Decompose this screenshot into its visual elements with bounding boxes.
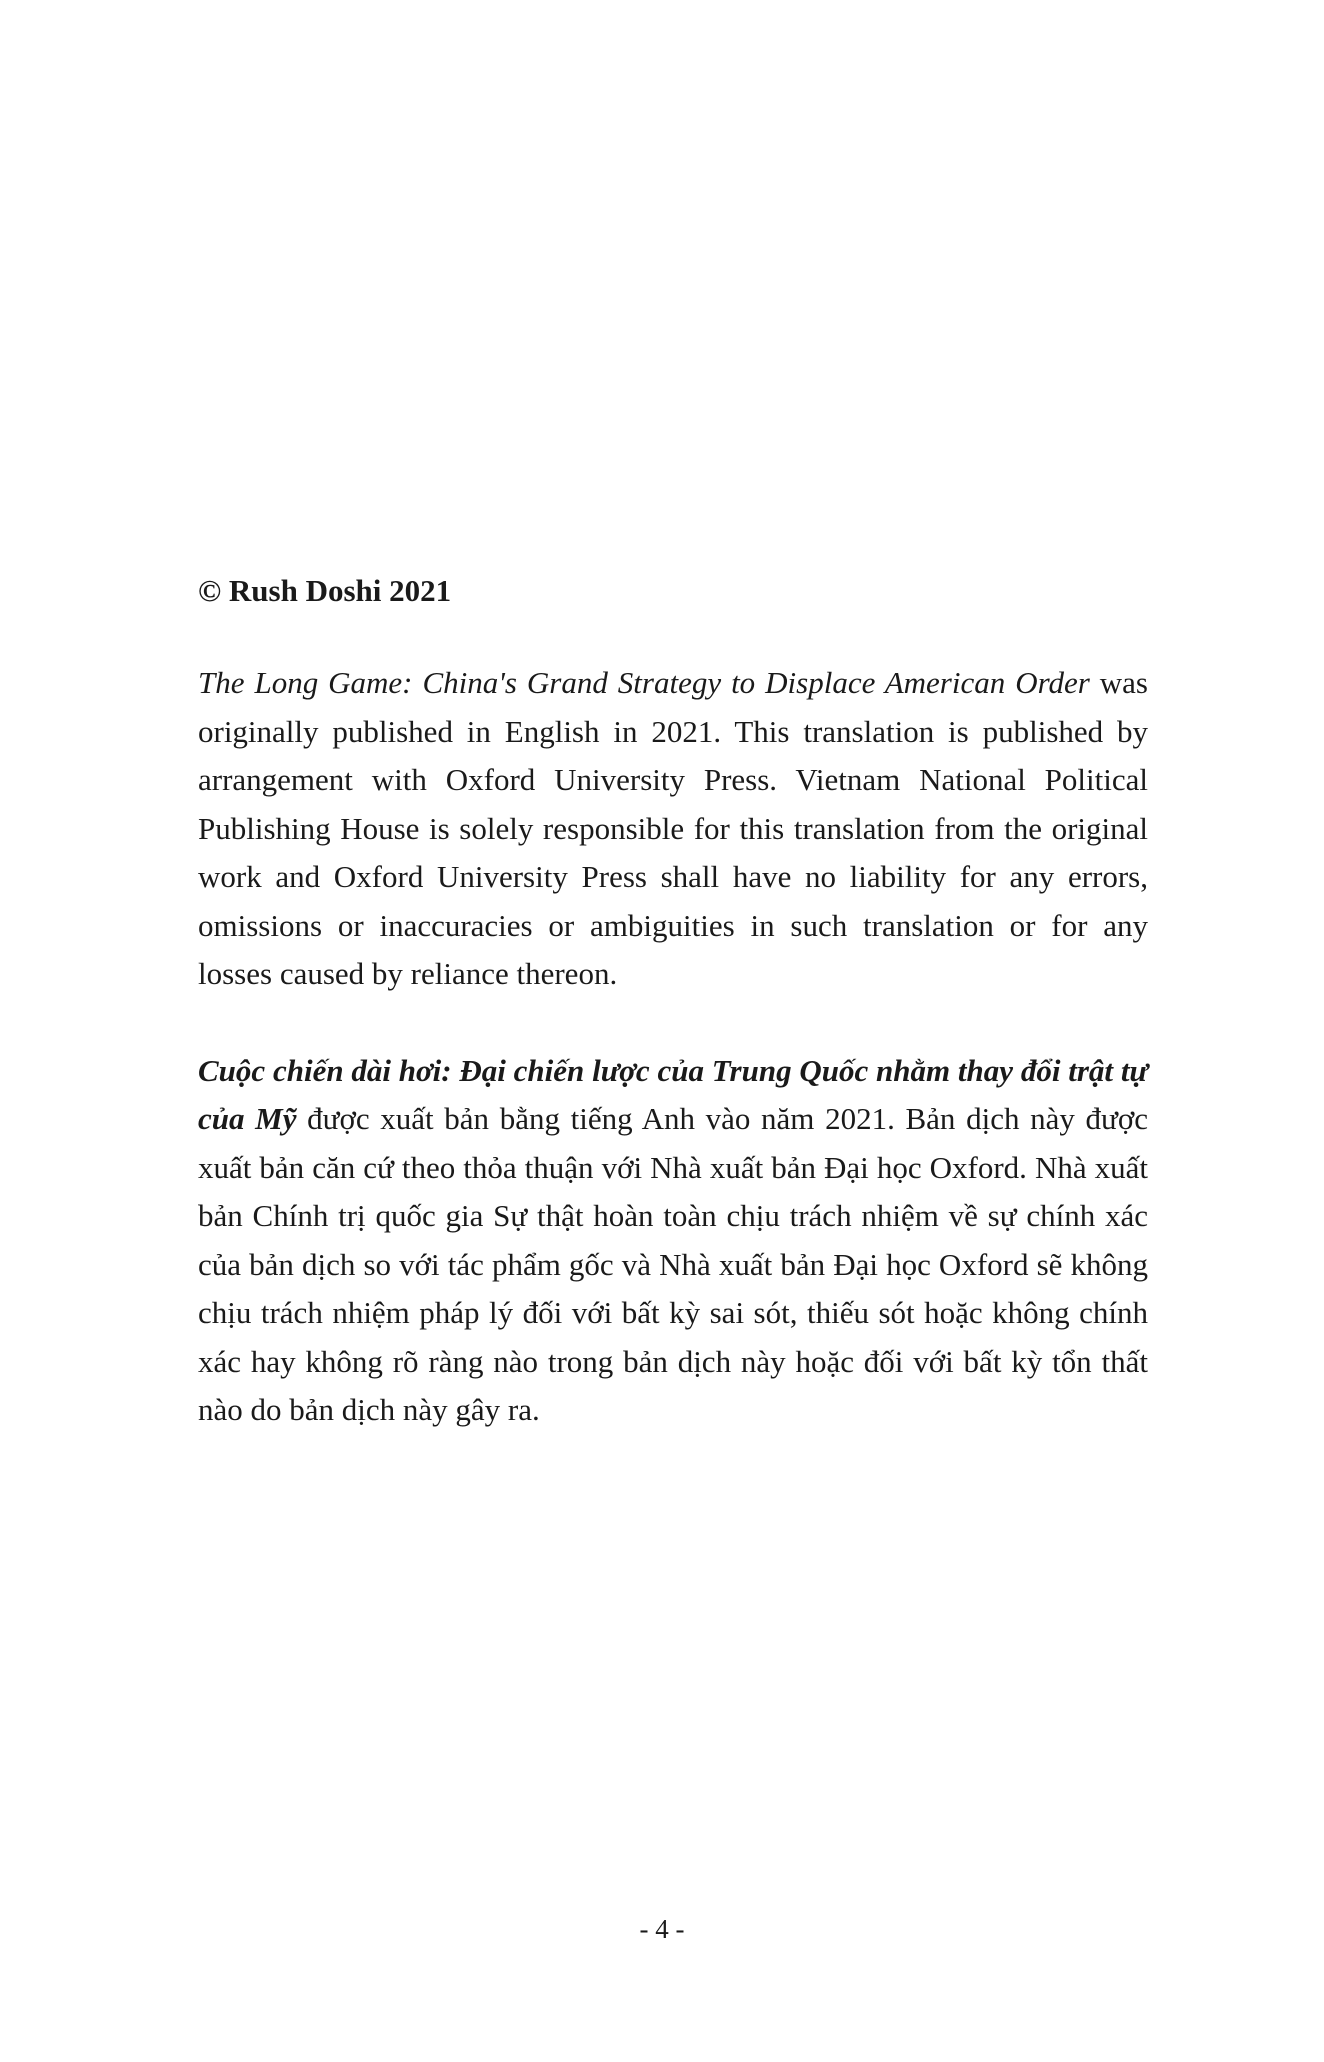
english-book-title: The Long Game: China's Grand Strategy to Displace American Order — [198, 665, 1090, 700]
page-number: - 4 - — [639, 1914, 685, 1944]
vietnamese-notice-body: được xuất bản bằng tiếng Anh vào năm 2021. Bản dịch này được xuất bản căn cứ theo thỏa thuận với Nhà xuất bản Đại học Oxford. Nhà xuất bản Chính trị quốc gia Sự thật hoàn toàn chịu trách nhiệm về sự chính xác của bản dịch so với tác phẩm gốc và Nhà xuất bản Đại học Oxford sẽ không chịu trách nhiệm pháp lý đối với bất kỳ sai sót, thiếu sót hoặc không chính xác hay không rõ ràng nào trong bản dịch này hoặc đối với bất kỳ tổn thất nào do bản dịch này gây ra. — [198, 1101, 1148, 1427]
vietnamese-book-title: Cuộc chiến dài hơi: Đại chiến lược của Trung Quốc nhằm thay đổi trật tự của Mỹ — [198, 1052, 1148, 1136]
copyright-page-content — [198, 568, 1148, 1483]
english-rights-notice — [198, 659, 1148, 999]
vietnamese-rights-notice — [198, 1047, 1148, 1435]
english-notice-body: was originally published in English in 2021. This translation is published by arrangement with Oxford University Press. Vietnam National Political Publishing House is solely responsible for this translation from the original work and Oxford University Press shall have no liability for any errors, omissions or inaccuracies or ambiguities in such translation or for any losses caused by reliance thereon. — [198, 665, 1148, 991]
copyright-line: © Rush Doshi 2021 — [198, 573, 452, 608]
